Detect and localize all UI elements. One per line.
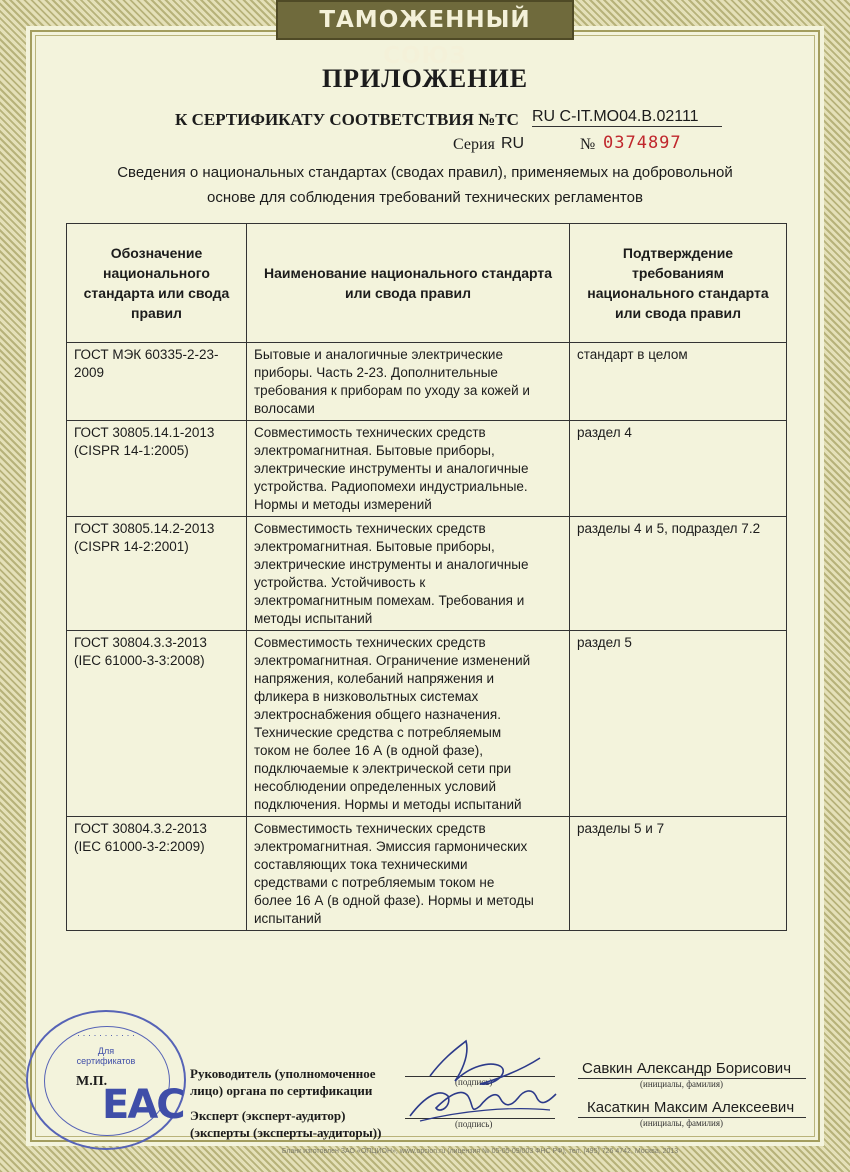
intro-line-1: Сведения о национальных стандартах (сводах правил), применяемых на добровольной — [117, 164, 733, 181]
cell-designation — [67, 517, 247, 631]
printer-footer: Бланк изготовлен ЗАО «ОПЦИОН», www.opcion.ru (лицензия № 05-05-09/003 ФНС РФ), тел. (495) 726 4742, Москва, 2013 — [281, 1148, 679, 1155]
cell-designation — [67, 631, 247, 817]
name-line: электрические инструменты и аналогичные — [254, 557, 529, 572]
page-title: ПРИЛОЖЕНИЕ — [321, 64, 529, 93]
series-label: Серия — [453, 136, 495, 153]
name-line: Совместимость технических средств — [254, 821, 486, 836]
table-row — [67, 631, 787, 817]
cell-confirmation: раздел 5 — [570, 631, 787, 817]
expert-name-hint: (инициалы, фамилия) — [640, 1118, 723, 1128]
blank-number-label: № — [580, 136, 596, 153]
name-line: требования к приборам по уходу за кожей и — [254, 383, 530, 398]
name-line: Бытовые и аналогичные электрические — [254, 347, 503, 362]
cell-confirmation: раздел 4 — [570, 421, 787, 517]
cell-name — [247, 421, 570, 517]
name-line: устройства. Радиопомехи индустриальные. — [254, 479, 528, 494]
table-header-row — [67, 224, 787, 343]
no-tc-label: №ТС — [478, 110, 519, 129]
stamp-mp-label: М.П. — [76, 1074, 108, 1089]
blank-number: 0374897 — [603, 133, 682, 153]
header-name: Наименование национального стандарта или свода правил — [247, 224, 570, 343]
cell-name — [247, 343, 570, 421]
name-line: электромагнитным помехам. Требования и — [254, 593, 525, 608]
name-line: электромагнитная. Бытовые приборы, — [254, 443, 495, 458]
stamp-for-line-1: Для — [97, 1046, 115, 1056]
head-signatory-label — [190, 1065, 376, 1099]
expert-signature-hint: (подпись) — [455, 1119, 493, 1129]
head-name: Савкин Александр Борисович — [582, 1060, 792, 1077]
name-line: Совместимость технических средств — [254, 635, 486, 650]
head-label-line-2: лицо) органа по сертификации — [190, 1083, 373, 1098]
name-line: испытаний — [254, 911, 322, 926]
name-line: Нормы и методы измерений — [254, 497, 432, 512]
handwritten-signature — [400, 1036, 560, 1126]
name-line: составляющих тока техническими — [254, 857, 468, 872]
designation-line: (CISPR 14-2:2001) — [74, 539, 189, 554]
designation-line: ГОСТ МЭК 60335-2-23- — [74, 347, 219, 362]
designation-line: ГОСТ 30805.14.2-2013 — [74, 521, 215, 536]
name-line: методы испытаний — [254, 611, 373, 626]
designation-line: ГОСТ 30804.3.3-2013 — [74, 635, 207, 650]
intro-line-2: основе для соблюдения требований технических регламентов — [207, 189, 643, 206]
stamp-ring-text: · · · · · · · · · · · — [77, 1030, 135, 1040]
stamp-for-line-2: сертификатов — [76, 1056, 136, 1066]
table-row — [67, 817, 787, 931]
series-value: RU — [501, 135, 525, 152]
cell-designation — [67, 421, 247, 517]
header-designation: Обозначение национального стандарта или свода правил — [67, 224, 247, 343]
cell-confirmation: стандарт в целом — [570, 343, 787, 421]
name-line: подключаемые к электрической сети при — [254, 761, 512, 776]
cell-confirmation: разделы 4 и 5, подраздел 7.2 — [570, 517, 787, 631]
cell-confirmation: разделы 5 и 7 — [570, 817, 787, 931]
standards-table — [66, 223, 787, 931]
intro-text — [70, 160, 780, 210]
certificate-label: К СЕРТИФИКАТУ СООТВЕТСТВИЯ — [175, 110, 474, 129]
designation-line: 2009 — [74, 365, 105, 380]
name-line: подключения. Нормы и методы испытаний — [254, 797, 522, 812]
name-line: фликера в низковольтных системах — [254, 689, 479, 704]
name-line: напряжения, колебаний напряжения и — [254, 671, 495, 686]
name-line: током не более 16 А (в одной фазе), — [254, 743, 483, 758]
stamp-for-text — [28, 1046, 184, 1066]
head-signature-hint: (подпись) — [455, 1077, 493, 1087]
name-line: волосами — [254, 401, 315, 416]
name-line: электромагнитная. Бытовые приборы, — [254, 539, 495, 554]
cell-name — [247, 817, 570, 931]
head-name-hint: (инициалы, фамилия) — [640, 1079, 723, 1089]
cell-designation — [67, 343, 247, 421]
designation-line: (IEC 61000-3-2:2009) — [74, 839, 205, 854]
name-line: приборы. Часть 2-23. Дополнительные — [254, 365, 498, 380]
name-line: средствами с потребляемым током не — [254, 875, 495, 890]
cell-name — [247, 631, 570, 817]
certificate-number: RU C-IT.MO04.B.02111 — [532, 108, 722, 127]
name-line: электроснабжения общего назначения. — [254, 707, 501, 722]
table-row — [67, 343, 787, 421]
designation-line: (CISPR 14-1:2005) — [74, 443, 189, 458]
expert-label-line-2: (эксперты (эксперты-аудиторы)) — [190, 1125, 382, 1140]
expert-label-line-1: Эксперт (эксперт-аудитор) — [190, 1108, 346, 1123]
eac-mark: ЕАС — [102, 1082, 184, 1128]
certificate-label-line — [175, 110, 519, 130]
name-line: электромагнитная. Эмиссия гармонических — [254, 839, 528, 854]
expert-name: Касаткин Максим Алексеевич — [587, 1099, 795, 1116]
certification-stamp — [26, 1010, 186, 1150]
designation-line: (IEC 61000-3-3:2008) — [74, 653, 205, 668]
name-line: Совместимость технических средств — [254, 521, 486, 536]
customs-union-banner: ТАМОЖЕННЫЙ СОЮЗ — [276, 0, 574, 40]
table-body — [67, 343, 787, 931]
name-line: более 16 А (в одной фазе). Нормы и методы — [254, 893, 534, 908]
name-line: устройства. Устойчивость к — [254, 575, 426, 590]
name-line: Совместимость технических средств — [254, 425, 486, 440]
designation-line: ГОСТ 30805.14.1-2013 — [74, 425, 215, 440]
head-label-line-1: Руководитель (уполномоченное — [190, 1066, 376, 1081]
name-line: несоблюдении определенных условий — [254, 779, 496, 794]
name-line: Технические средства с потребляемым — [254, 725, 502, 740]
table-row — [67, 421, 787, 517]
cell-designation — [67, 817, 247, 931]
expert-signatory-label — [190, 1107, 381, 1141]
cell-name — [247, 517, 570, 631]
table-row — [67, 517, 787, 631]
name-line: электромагнитная. Ограничение изменений — [254, 653, 531, 668]
designation-line: ГОСТ 30804.3.2-2013 — [74, 821, 207, 836]
name-line: электрические инструменты и аналогичные — [254, 461, 529, 476]
header-confirmation: Подтверждение требованиям национального стандарта или свода правил — [570, 224, 787, 343]
